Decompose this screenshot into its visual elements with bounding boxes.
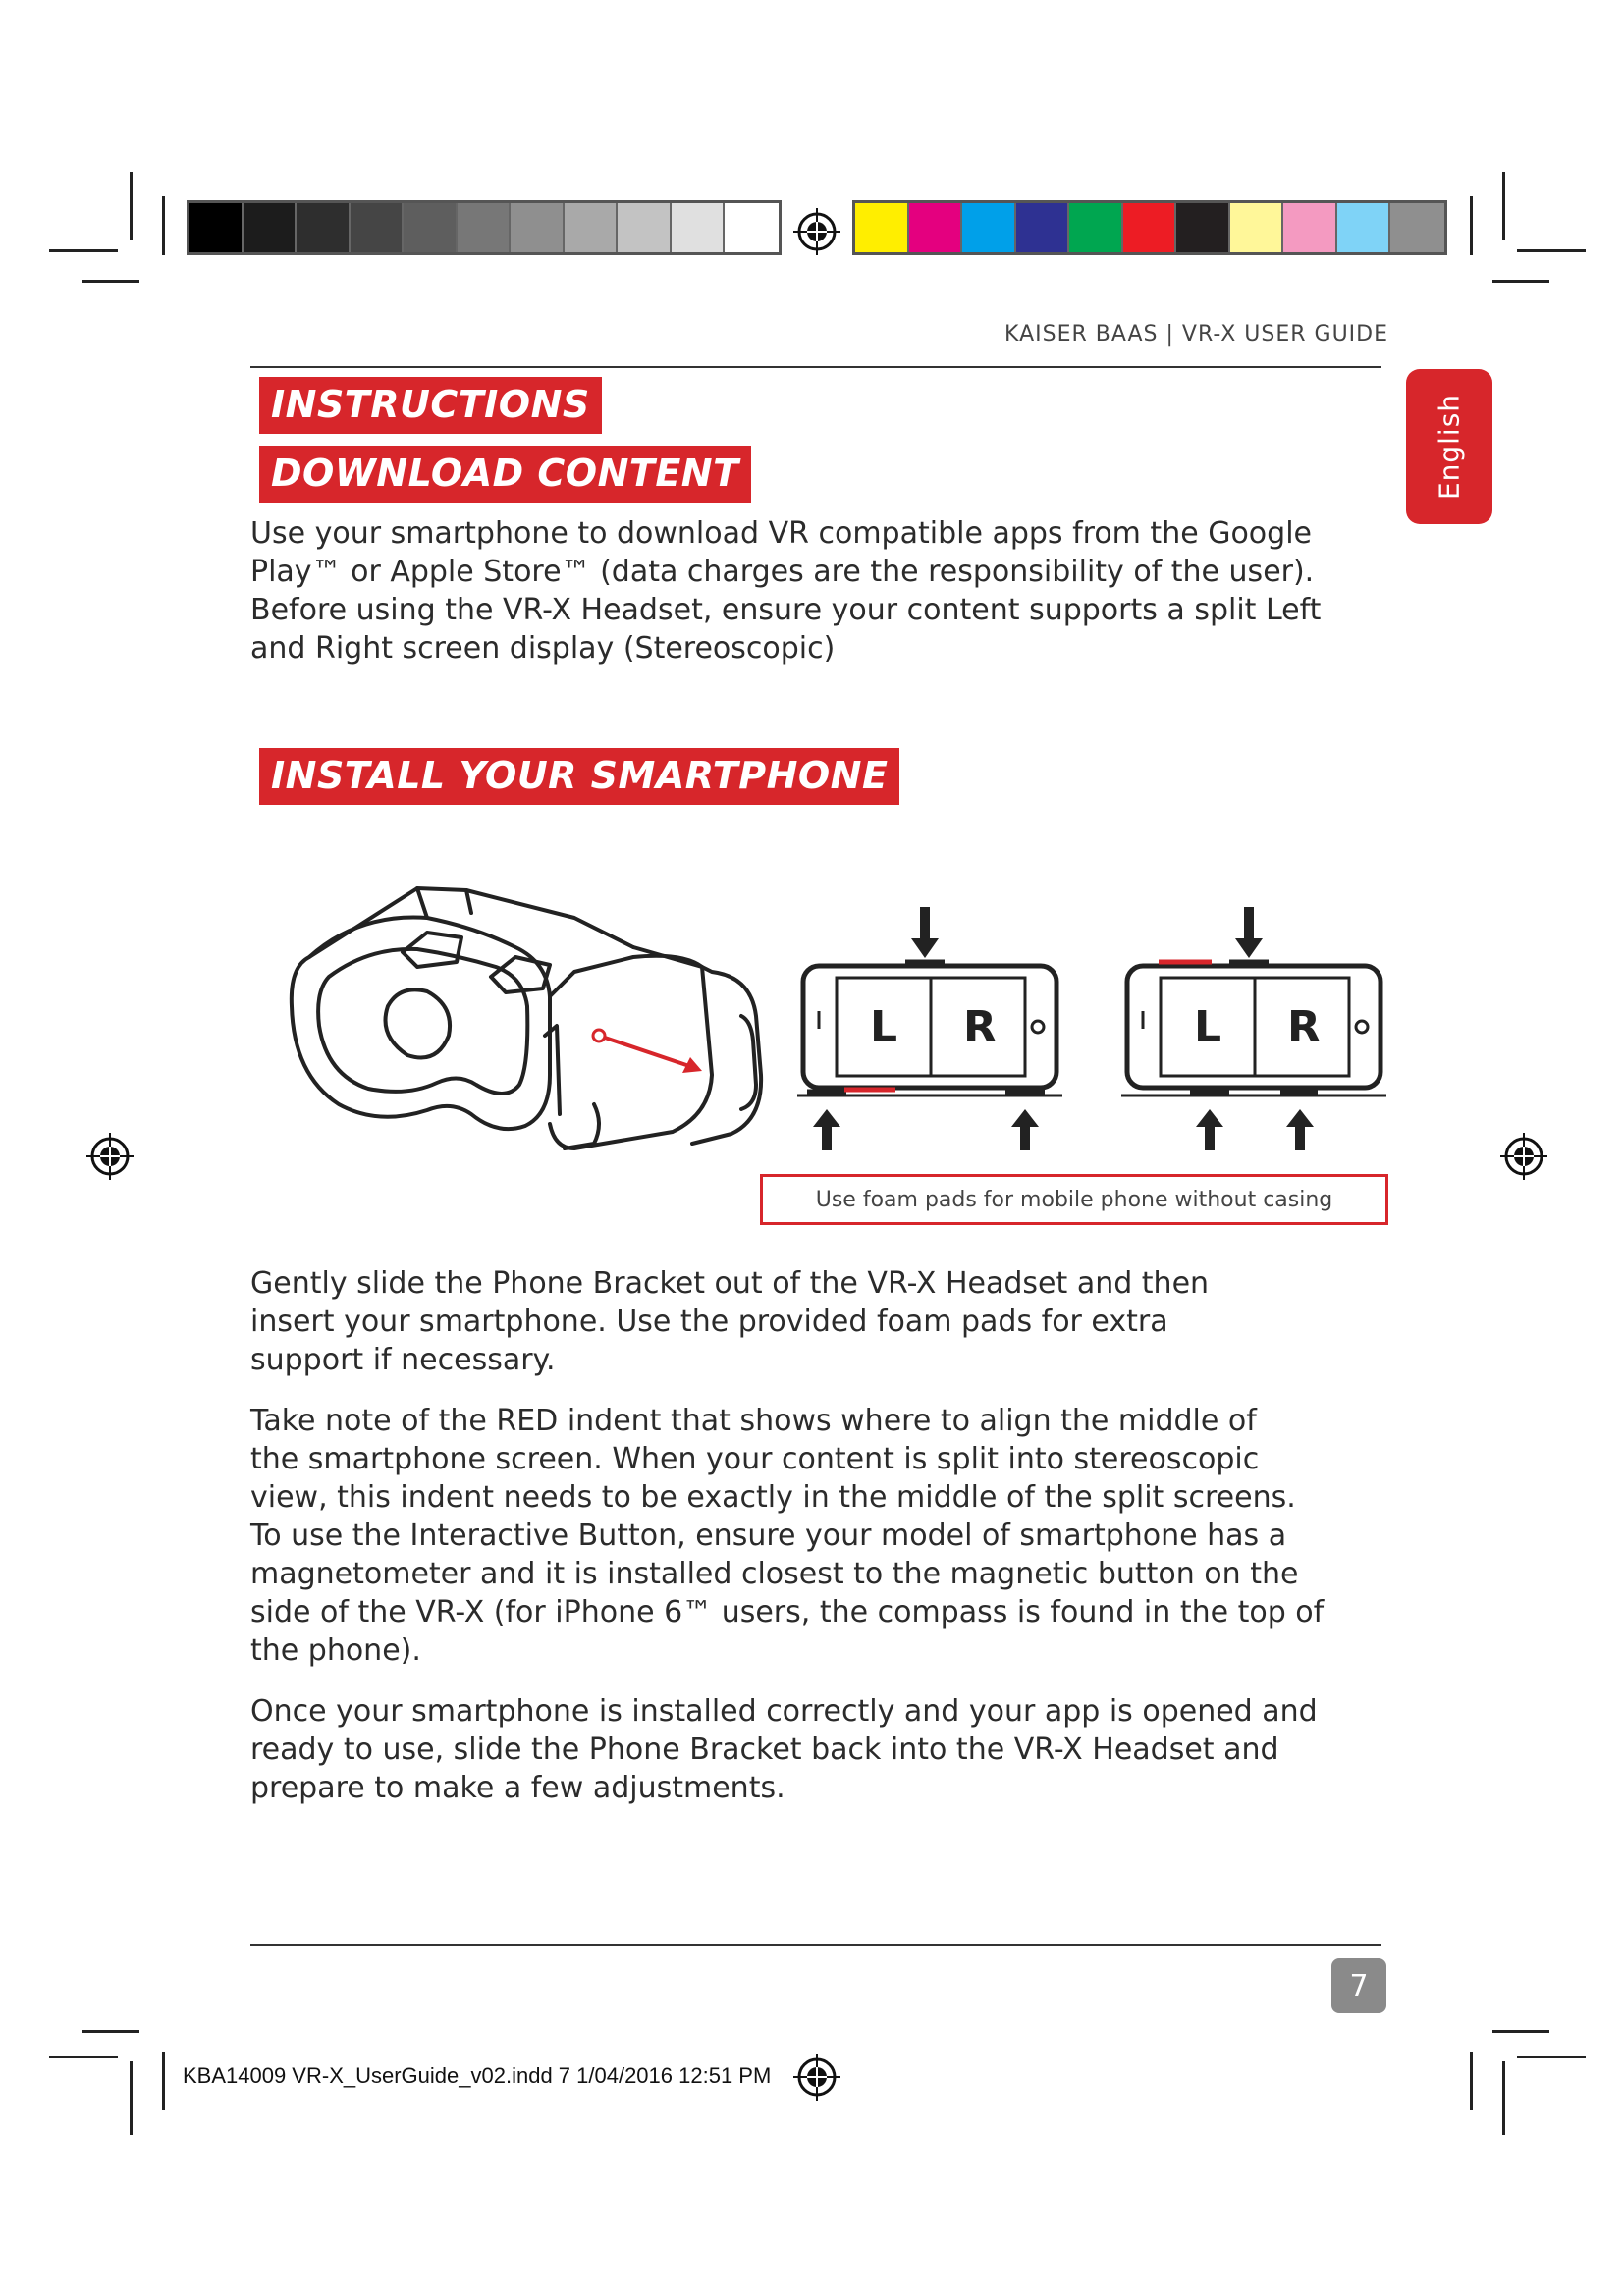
- color-swatch: [297, 203, 351, 252]
- install-smartphone-heading: INSTALL YOUR SMARTPHONE: [259, 748, 899, 805]
- body-line: support if necessary.: [250, 1343, 556, 1377]
- body-line: and Right screen display (Stereoscopic): [250, 631, 836, 666]
- color-swatch: [855, 203, 909, 252]
- body-line: prepare to make a few adjustments.: [250, 1771, 785, 1805]
- body-line: To use the Interactive Button, ensure your model of smartphone has a: [250, 1519, 1287, 1553]
- color-swatch: [1390, 203, 1444, 252]
- language-tab[interactable]: [1406, 369, 1492, 524]
- body-line: Gently slide the Phone Bracket out of the VR-X Headset and then: [250, 1266, 1210, 1301]
- color-swatch: [244, 203, 298, 252]
- color-swatch: [1230, 203, 1284, 252]
- color-swatch: [565, 203, 619, 252]
- crop-mark: [1470, 2052, 1473, 2110]
- color-swatch: [351, 203, 405, 252]
- registration-mark-icon: [791, 2052, 842, 2103]
- color-swatch: [618, 203, 672, 252]
- foam-pads-note: Use foam pads for mobile phone without casing: [760, 1174, 1388, 1225]
- header-rule: [250, 366, 1381, 368]
- body-line: view, this indent needs to be exactly in the middle of the split screens.: [250, 1480, 1296, 1515]
- crop-mark: [1517, 249, 1586, 252]
- registration-mark-icon: [84, 1131, 135, 1182]
- crop-mark: [1492, 2030, 1549, 2033]
- color-swatch: [1016, 203, 1070, 252]
- language-tab-label: English: [1433, 393, 1466, 501]
- color-swatch: [1123, 203, 1177, 252]
- color-swatch: [1337, 203, 1391, 252]
- color-swatch: [1176, 203, 1230, 252]
- vr-headset-illustration: [280, 879, 776, 1163]
- crop-mark: [49, 2056, 118, 2058]
- crop-mark: [130, 172, 133, 240]
- body-line: Use your smartphone to download VR compatible apps from the Google: [250, 516, 1312, 551]
- registration-mark-icon: [791, 206, 842, 257]
- grayscale-color-bar: [187, 200, 782, 255]
- crop-mark: [49, 249, 118, 252]
- right-screen-label: R: [963, 1002, 997, 1052]
- color-swatch: [672, 203, 726, 252]
- body-line: Once your smartphone is installed correctly and your app is opened and: [250, 1694, 1318, 1729]
- crop-mark: [1502, 2061, 1505, 2135]
- print-slug: KBA14009 VR-X_UserGuide_v02.indd 7 1/04/2016 12:51 PM: [183, 2063, 772, 2088]
- right-screen-label: R: [1287, 1002, 1321, 1052]
- process-color-bar: [852, 200, 1447, 255]
- color-swatch: [189, 203, 244, 252]
- phone-alignment-diagram-b: [1121, 901, 1386, 1154]
- crop-mark: [162, 2052, 165, 2110]
- instructions-heading: INSTRUCTIONS: [259, 377, 602, 434]
- crop-mark: [162, 196, 165, 255]
- body-line: ready to use, slide the Phone Bracket back into the VR-X Headset and: [250, 1733, 1279, 1767]
- footer-rule: [250, 1944, 1381, 1946]
- phone-alignment-diagram-a: [797, 901, 1062, 1154]
- running-header: KAISER BAAS | VR-X USER GUIDE: [1004, 322, 1388, 347]
- body-line: Play™ or Apple Store™ (data charges are the responsibility of the user).: [250, 555, 1315, 589]
- body-line: magnetometer and it is installed closest to the magnetic button on the: [250, 1557, 1299, 1591]
- download-content-body: [250, 514, 1389, 690]
- color-swatch: [1283, 203, 1337, 252]
- download-content-heading: DOWNLOAD CONTENT: [259, 446, 751, 503]
- color-swatch: [404, 203, 458, 252]
- crop-mark: [130, 2061, 133, 2135]
- crop-mark: [1492, 280, 1549, 283]
- registration-mark-icon: [1498, 1131, 1549, 1182]
- crop-mark: [1470, 196, 1473, 255]
- body-line: insert your smartphone. Use the provided foam pads for extra: [250, 1305, 1168, 1339]
- install-smartphone-body: [250, 1264, 1389, 1830]
- body-line: the smartphone screen. When your content is split into stereoscopic: [250, 1442, 1260, 1476]
- body-line: Take note of the RED indent that shows where to align the middle of: [250, 1404, 1257, 1438]
- crop-mark: [1517, 2056, 1586, 2058]
- color-swatch: [1069, 203, 1123, 252]
- body-line: the phone).: [250, 1633, 421, 1668]
- page-number: 7: [1331, 1958, 1386, 2013]
- crop-mark: [1502, 172, 1505, 240]
- body-line: side of the VR-X (for iPhone 6™ users, the compass is found in the top of: [250, 1595, 1325, 1629]
- crop-mark: [82, 280, 139, 283]
- color-swatch: [909, 203, 963, 252]
- left-screen-label: L: [869, 1002, 898, 1052]
- left-screen-label: L: [1193, 1002, 1222, 1052]
- color-swatch: [511, 203, 565, 252]
- body-line: Before using the VR-X Headset, ensure your content supports a split Left: [250, 593, 1322, 627]
- color-swatch: [962, 203, 1016, 252]
- color-swatch: [725, 203, 779, 252]
- crop-mark: [82, 2030, 139, 2033]
- color-swatch: [458, 203, 512, 252]
